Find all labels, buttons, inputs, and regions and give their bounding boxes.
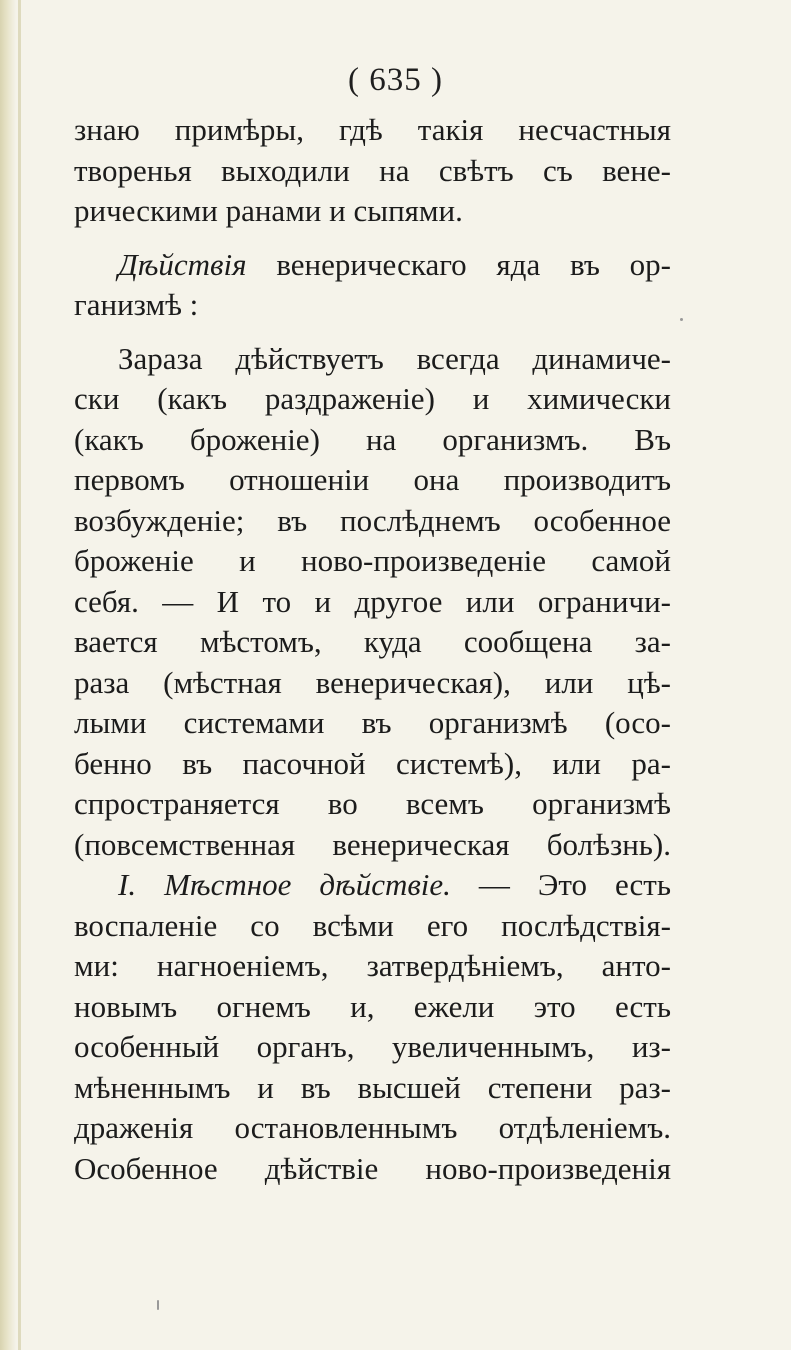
text-line: рическими ранами и сыпями. xyxy=(74,193,463,228)
text-line: броженіе и ново-произведеніе самой xyxy=(74,543,671,578)
text-line: драженія остановленнымъ отдѣленіемъ. xyxy=(74,1110,671,1145)
text-line xyxy=(74,865,671,906)
text-line: первомъ отношеніи она производитъ xyxy=(74,462,671,497)
ink-speck xyxy=(157,1300,159,1310)
text-line: себя. — И то и другое или ограничи- xyxy=(74,583,671,619)
page-binding-edge xyxy=(0,0,16,1350)
text-line: бенно въ пасочной системѣ), или ра- xyxy=(74,745,671,781)
text-line: особенный органъ, увеличеннымъ, из- xyxy=(74,1029,671,1064)
text-line: (повсемственная венерическая болѣзнь). xyxy=(74,826,671,862)
text-line: воспаленіе со всѣми его послѣдствія- xyxy=(74,907,671,943)
italic-heading: I. Мѣстное дѣйствіе. xyxy=(118,867,451,902)
page-fold-shadow xyxy=(18,0,21,1350)
text-line: возбужденіе; въ послѣднемъ особенное xyxy=(74,502,671,538)
text-line: Зараза дѣйствуетъ всегда динамиче- xyxy=(118,340,671,376)
ink-speck xyxy=(680,318,683,321)
text-line: вается мѣстомъ, куда сообщена за- xyxy=(74,624,671,659)
text-line: творенья выходили на свѣтъ съ вене- xyxy=(74,152,671,188)
text-line: знаю примѣры, гдѣ такія несчастныя xyxy=(74,112,671,147)
body-text xyxy=(74,110,671,1189)
text-run: венерическаго яда въ ор- xyxy=(246,246,671,282)
text-line: ганизмѣ : xyxy=(74,287,199,322)
paragraph xyxy=(74,110,671,232)
text-line: Особенное дѣйствіе ново-произведенія xyxy=(74,1150,671,1186)
text-line: ми: нагноеніемъ, затвердѣніемъ, анто- xyxy=(74,948,671,983)
italic-heading: Дѣйствія xyxy=(118,246,247,282)
text-line: раза (мѣстная венерическая), или цѣ- xyxy=(74,664,671,700)
text-line: ски (какъ раздраженіе) и химически xyxy=(74,381,671,416)
text-line: новымъ огнемъ и, ежели это есть xyxy=(74,988,671,1024)
paragraph xyxy=(74,339,671,866)
paragraph xyxy=(74,865,671,1189)
text-line xyxy=(74,245,671,286)
text-line: (какъ броженіе) на организмъ. Въ xyxy=(74,421,671,457)
text-run: — Это есть xyxy=(450,867,671,902)
text-line: спространяется во всемъ организмѣ xyxy=(74,786,671,821)
page-number: ( 635 ) xyxy=(348,62,443,98)
paragraph xyxy=(74,245,671,326)
text-line: мѣненнымъ и въ высшей степени раз- xyxy=(74,1069,671,1105)
text-line: лыми системами въ организмѣ (осо- xyxy=(74,705,671,740)
